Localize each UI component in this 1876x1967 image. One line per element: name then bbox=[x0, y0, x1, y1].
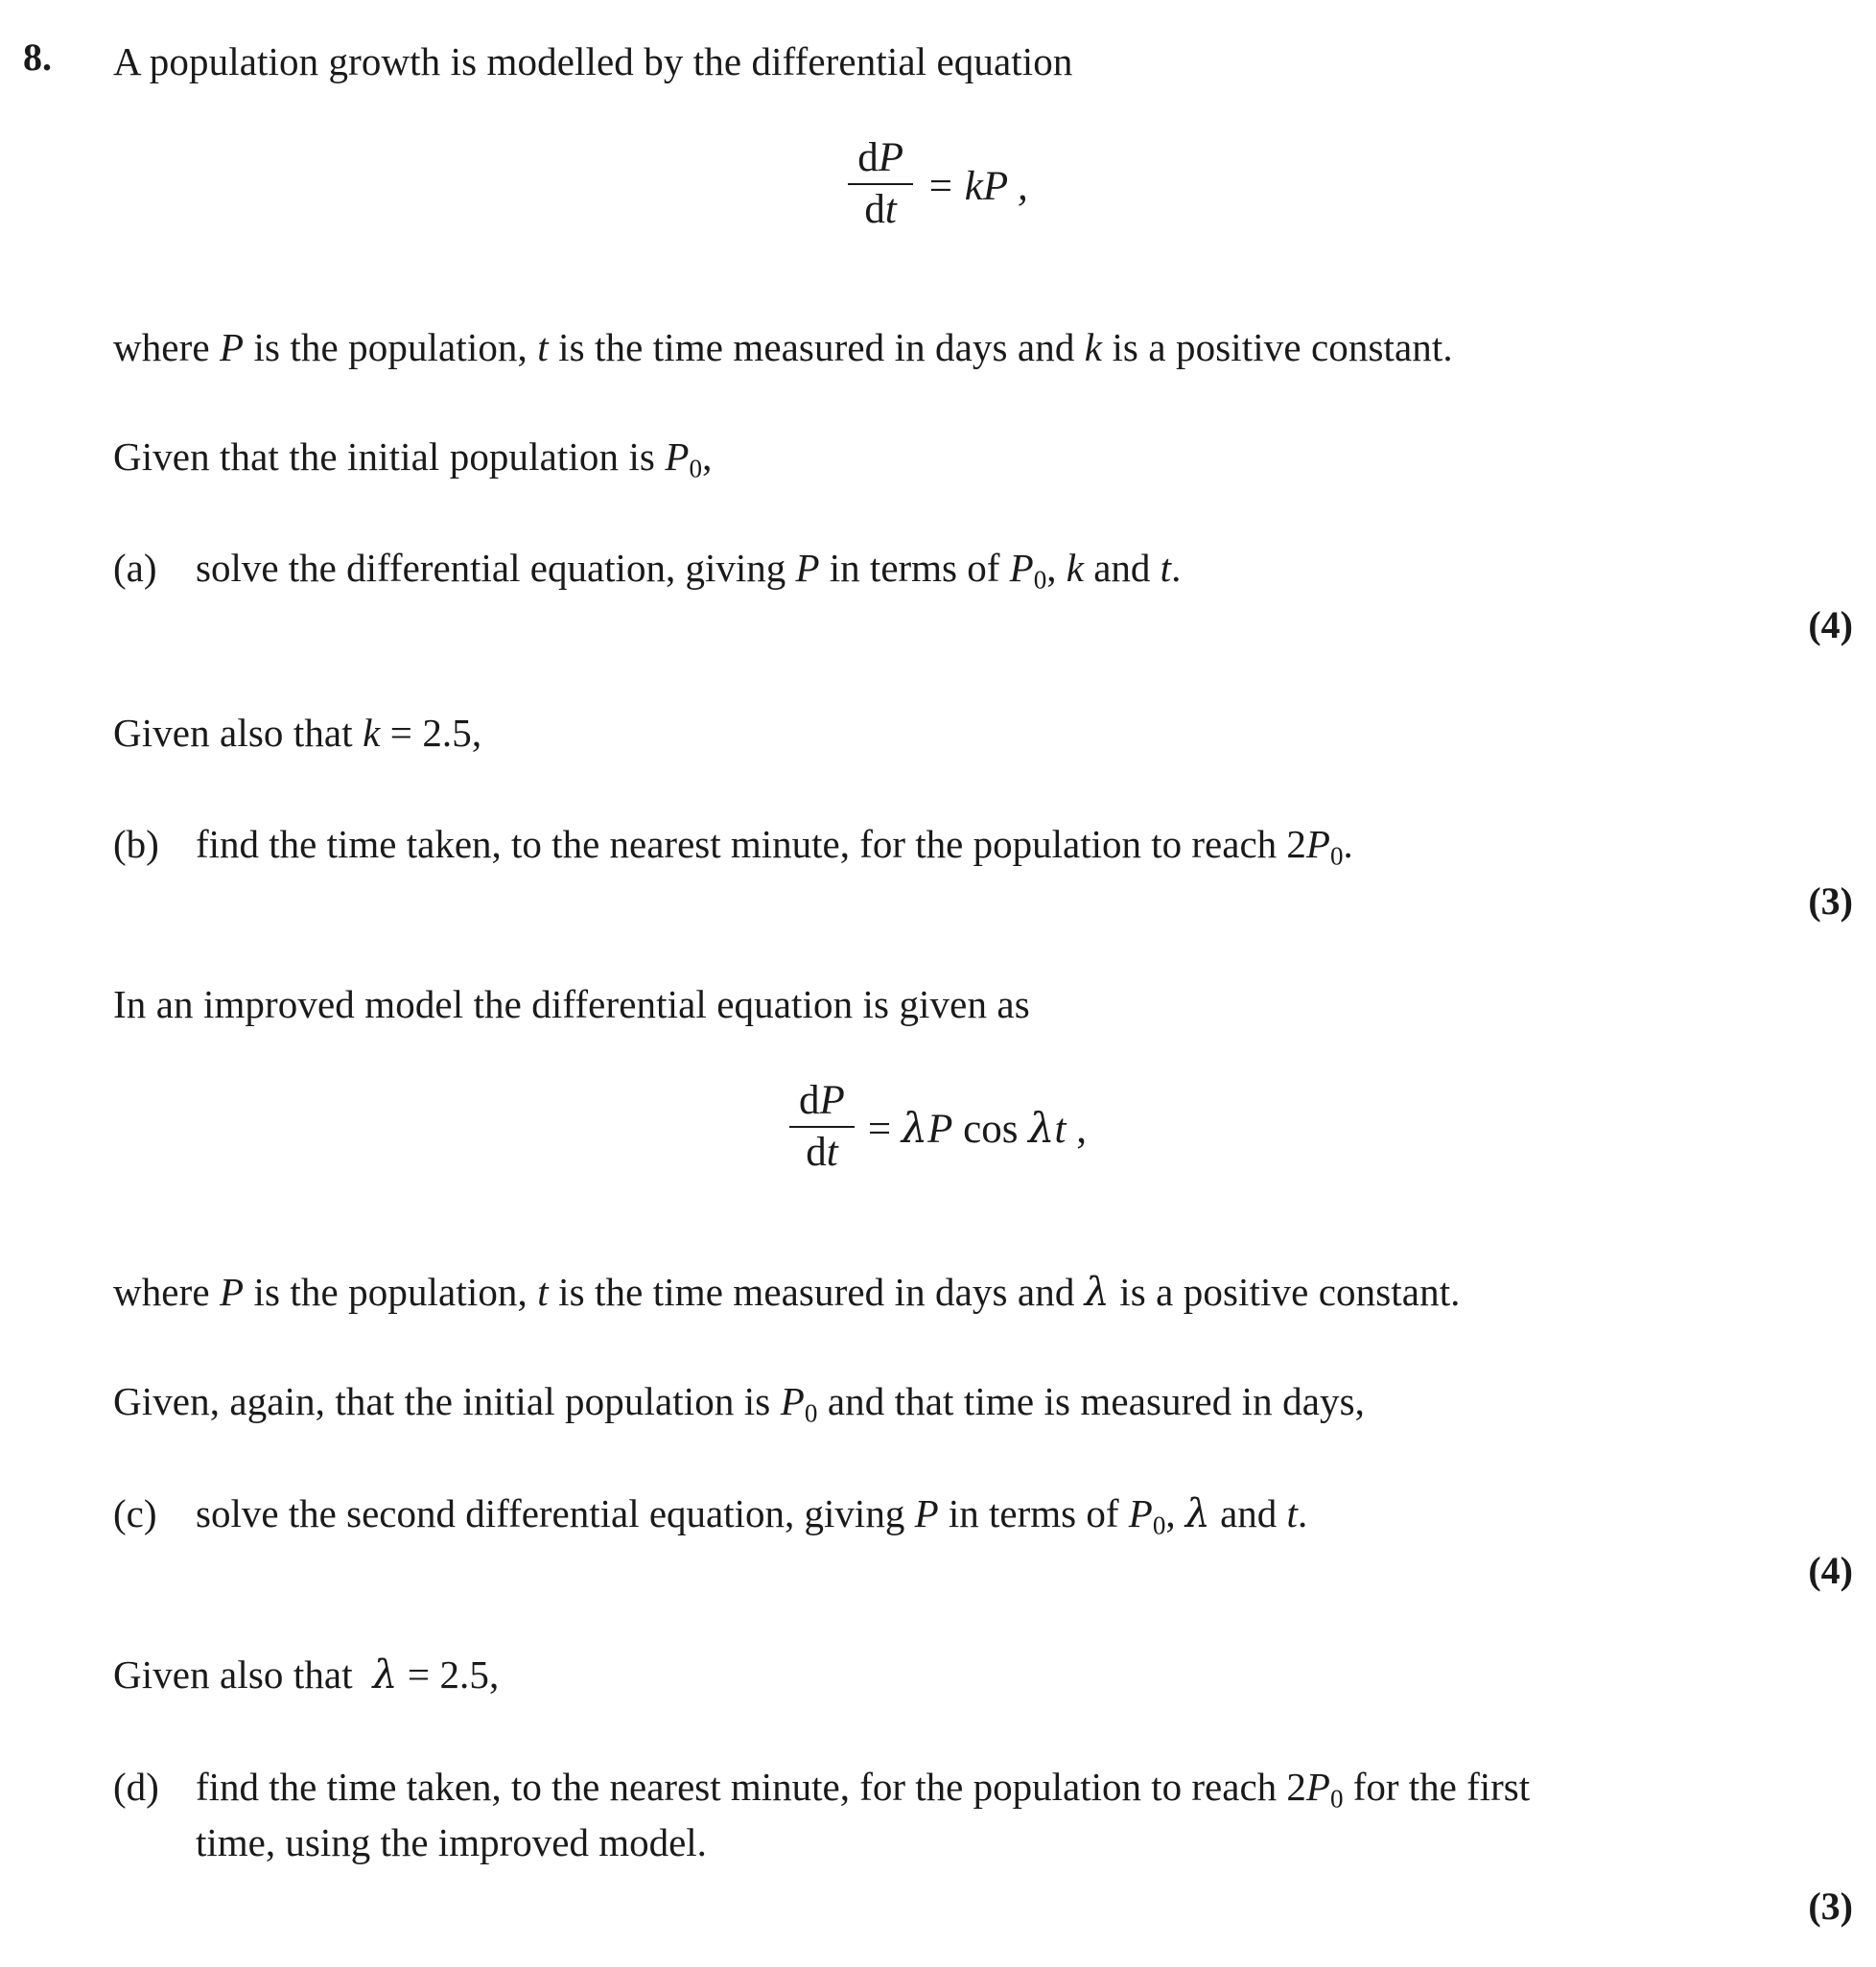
part-a-var-P: P bbox=[795, 546, 820, 590]
part-c-text-b: in terms of bbox=[938, 1491, 1129, 1535]
part-a-text bbox=[196, 542, 1181, 597]
where-2-text-d: is a positive constant. bbox=[1109, 1270, 1461, 1314]
var-t-2: t bbox=[537, 1270, 549, 1314]
part-b-marks: (3) bbox=[1808, 879, 1853, 923]
equation-1-rhs: = kP , bbox=[926, 163, 1028, 209]
var-lambda-given: λ bbox=[372, 1651, 398, 1698]
part-d-label: (d) bbox=[113, 1765, 159, 1809]
where-2-text-c: is the time measured in days and bbox=[548, 1270, 1085, 1314]
part-c-label: (c) bbox=[113, 1491, 157, 1535]
part-d-marks: (3) bbox=[1808, 1885, 1853, 1928]
part-a-label: (a) bbox=[113, 546, 157, 590]
where-clause-1 bbox=[113, 324, 1453, 370]
part-a-text-b: in terms of bbox=[819, 546, 1010, 590]
part-b-text-b: . bbox=[1343, 822, 1353, 866]
part-d-sub-0: 0 bbox=[1329, 1784, 1344, 1814]
part-d bbox=[113, 1761, 1530, 1869]
part-a bbox=[113, 542, 1181, 597]
fraction-numerator-2: dP bbox=[799, 1078, 845, 1123]
part-a-sub-0: 0 bbox=[1033, 565, 1047, 595]
equation-2-lambda-2: λ bbox=[1028, 1105, 1055, 1154]
part-c-var-P0: P bbox=[1128, 1491, 1153, 1535]
part-c-text-a: solve the second differential equation, giving bbox=[196, 1491, 915, 1535]
given-k-prefix: Given also that bbox=[113, 711, 363, 755]
equation-2-lambda-1: λ bbox=[901, 1105, 928, 1154]
given-lambda-value bbox=[113, 1651, 499, 1698]
part-d-var-P: P bbox=[1305, 1765, 1330, 1809]
part-c-text bbox=[196, 1487, 1307, 1543]
part-a-text-a: solve the differential equation, giving bbox=[196, 546, 796, 590]
fraction-denominator-2: dt bbox=[789, 1126, 855, 1175]
var-P-again: P bbox=[780, 1379, 805, 1423]
part-d-line-1 bbox=[196, 1761, 1530, 1816]
equation-2-P: P bbox=[927, 1107, 953, 1153]
display-equation-1 bbox=[0, 135, 1876, 233]
part-b-text-a: find the time taken, to the nearest minute, for the population to reach 2 bbox=[196, 822, 1306, 866]
var-t-1: t bbox=[537, 325, 549, 369]
part-c bbox=[113, 1487, 1307, 1543]
part-a-text-e: . bbox=[1171, 546, 1182, 590]
var-k-given: k bbox=[363, 711, 381, 755]
part-b-label: (b) bbox=[113, 822, 159, 866]
question-number: 8. bbox=[23, 35, 52, 79]
var-P-initial: P bbox=[665, 434, 690, 479]
given-k-value bbox=[113, 710, 481, 756]
part-c-var-t: t bbox=[1286, 1491, 1298, 1535]
part-a-marks: (4) bbox=[1808, 603, 1853, 646]
given-initial-population bbox=[113, 433, 712, 484]
part-d-text bbox=[196, 1761, 1530, 1869]
given-again-clause bbox=[113, 1378, 1365, 1429]
fraction-dP-dt-2 bbox=[789, 1080, 855, 1174]
given-again-text-a: Given, again, that the initial population is bbox=[113, 1379, 781, 1423]
part-c-text-d: and bbox=[1209, 1491, 1287, 1535]
given-initial-text-b: , bbox=[702, 434, 713, 479]
part-c-text-e: . bbox=[1297, 1491, 1308, 1535]
part-c-sub-0: 0 bbox=[1152, 1510, 1166, 1540]
subscript-zero-again: 0 bbox=[804, 1398, 818, 1428]
where-1-text-d: is a positive constant. bbox=[1102, 325, 1453, 369]
var-lambda-2: λ bbox=[1084, 1269, 1110, 1315]
where-2-text-b: is the population, bbox=[244, 1270, 538, 1314]
equation-2-rhs bbox=[868, 1105, 1087, 1153]
part-c-var-lambda: λ bbox=[1184, 1490, 1210, 1536]
part-a-text-c: , bbox=[1046, 546, 1067, 590]
part-b-sub-0: 0 bbox=[1329, 841, 1344, 871]
part-d-line-2: time, using the improved model. bbox=[196, 1820, 707, 1865]
given-k-value-text: = 2.5, bbox=[380, 711, 482, 755]
part-a-var-t: t bbox=[1160, 546, 1172, 590]
part-a-var-P0: P bbox=[1009, 546, 1034, 590]
fraction-dP-dt-1 bbox=[848, 137, 913, 231]
subscript-zero-initial: 0 bbox=[689, 454, 703, 483]
part-b bbox=[113, 818, 1353, 874]
given-lambda-prefix: Given also that bbox=[113, 1652, 373, 1697]
fraction-denominator-1: dt bbox=[848, 183, 913, 232]
part-c-var-P: P bbox=[914, 1491, 939, 1535]
display-equation-2 bbox=[0, 1078, 1876, 1176]
part-c-marks: (4) bbox=[1808, 1549, 1853, 1592]
part-a-var-k: k bbox=[1066, 546, 1084, 590]
fraction-numerator-1: dP bbox=[857, 135, 903, 180]
equation-2-t: t bbox=[1054, 1107, 1067, 1153]
part-b-var-P: P bbox=[1305, 822, 1330, 866]
equation-2-comma: , bbox=[1066, 1107, 1087, 1153]
part-c-text-c: , bbox=[1165, 1491, 1185, 1535]
var-P-1: P bbox=[220, 325, 245, 369]
where-1-text-c: is the time measured in days and bbox=[548, 325, 1085, 369]
improved-model-intro: In an improved model the differential equation is given as bbox=[113, 982, 1030, 1026]
where-1-text-b: is the population, bbox=[244, 325, 538, 369]
given-lambda-value-text: = 2.5, bbox=[397, 1652, 500, 1697]
part-d-text-b: for the first bbox=[1343, 1765, 1531, 1809]
equation-2-cos: cos bbox=[952, 1107, 1029, 1153]
part-b-text bbox=[196, 818, 1353, 874]
part-d-text-a: find the time taken, to the nearest minute, for the population to reach 2 bbox=[196, 1765, 1306, 1809]
where-2-text-a: where bbox=[113, 1270, 221, 1314]
given-initial-text-a: Given that the initial population is bbox=[113, 434, 666, 479]
part-a-text-d: and bbox=[1083, 546, 1161, 590]
given-again-text-b: and that time is measured in days, bbox=[817, 1379, 1366, 1423]
where-1-text-a: where bbox=[113, 325, 221, 369]
var-P-2: P bbox=[220, 1270, 245, 1314]
where-clause-2 bbox=[113, 1269, 1461, 1315]
var-k-1: k bbox=[1084, 325, 1103, 369]
question-intro-text: A population growth is modelled by the differential equation bbox=[113, 39, 1073, 83]
equation-2-equals: = bbox=[867, 1107, 902, 1153]
